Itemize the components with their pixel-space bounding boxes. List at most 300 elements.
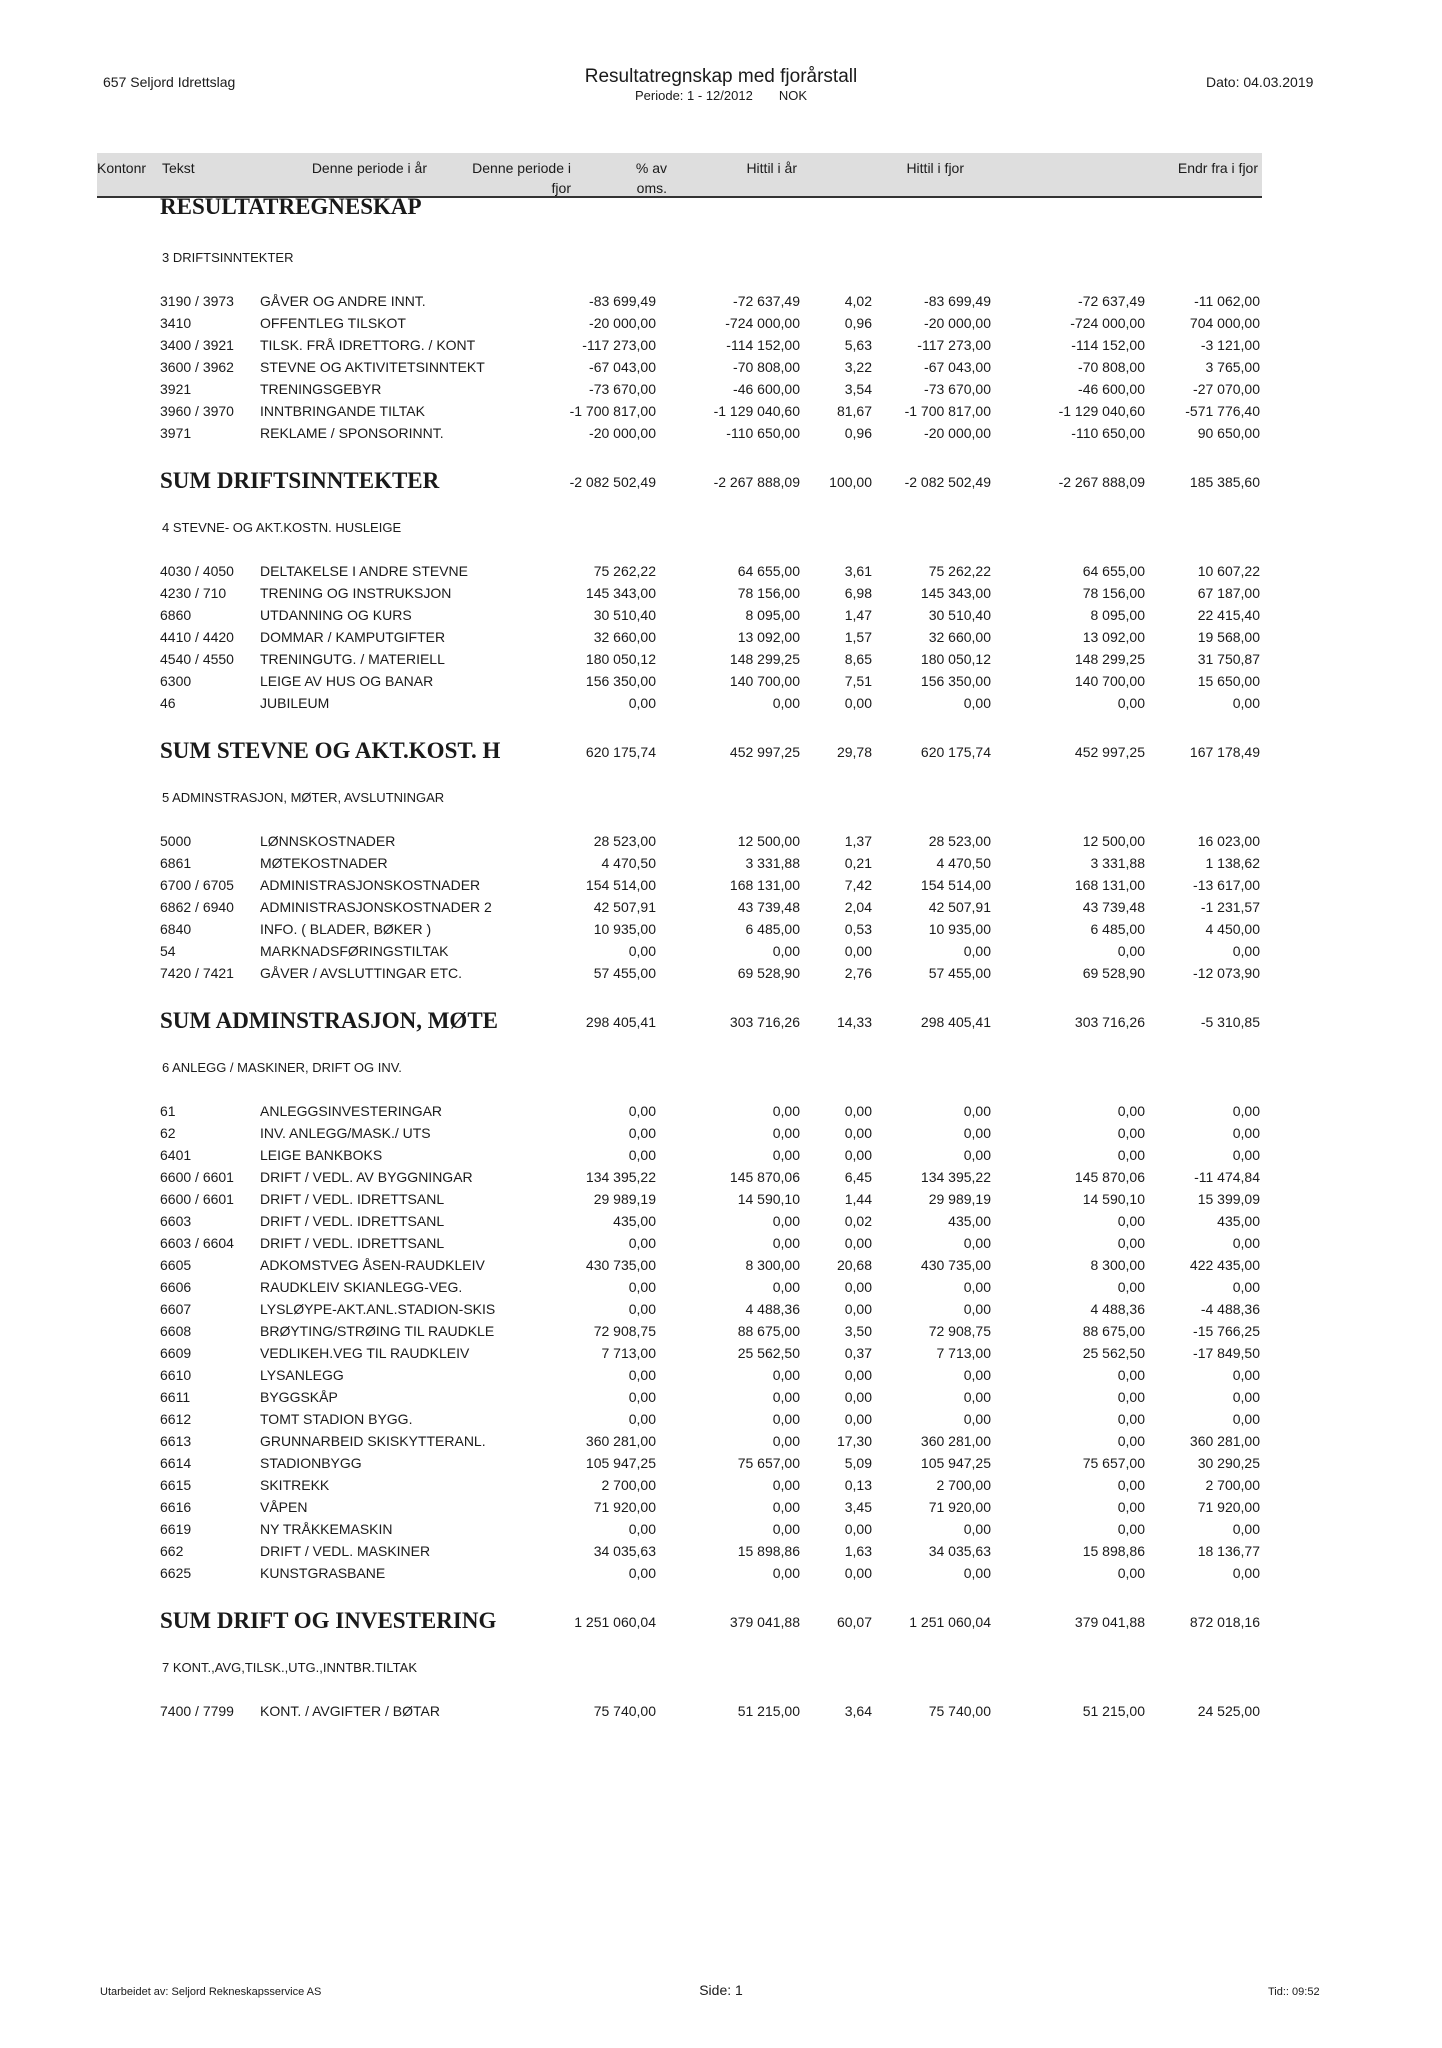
- value-hittil-i-ar: 0,00: [963, 1125, 991, 1141]
- value-endr-fra-fjor: -27 070,00: [1193, 381, 1260, 397]
- sum-value-pct-oms: 60,07: [836, 1614, 872, 1630]
- value-endr-fra-fjor: 0,00: [1232, 695, 1260, 711]
- sum-value-denne-periode: 1 251 060,04: [574, 1614, 656, 1630]
- value-hittil-i-fjor: 13 092,00: [1082, 629, 1145, 645]
- account-text: MØTEKOSTNADER: [260, 855, 388, 871]
- account-text: LØNNSKOSTNADER: [260, 833, 396, 849]
- table-row: [0, 334, 1442, 356]
- group-title: 3 DRIFTSINNTEKTER: [162, 250, 294, 265]
- table-row: [0, 1254, 1442, 1276]
- value-denne-periode-fjor: -724 000,00: [725, 315, 800, 331]
- account-text: STADIONBYGG: [260, 1455, 362, 1471]
- account-text: LEIGE BANKBOKS: [260, 1147, 383, 1163]
- table-row: [0, 1320, 1442, 1342]
- account-number: 4540 / 4550: [160, 651, 234, 667]
- value-hittil-i-ar: 42 507,91: [928, 899, 991, 915]
- value-endr-fra-fjor: 0,00: [1232, 1389, 1260, 1405]
- account-text: DRIFT / VEDL. MASKINER: [260, 1543, 431, 1559]
- account-number: 3410: [160, 315, 192, 331]
- table-row: [0, 1276, 1442, 1298]
- value-endr-fra-fjor: 4 450,00: [1205, 921, 1260, 937]
- sum-label: SUM STEVNE OG AKT.KOST. H: [160, 738, 501, 763]
- table-row: [0, 400, 1442, 422]
- value-hittil-i-fjor: 25 562,50: [1082, 1345, 1145, 1361]
- value-denne-periode-fjor: 140 700,00: [729, 673, 800, 689]
- sum-label: SUM ADMINSTRASJON, MØTE: [160, 1008, 499, 1033]
- value-hittil-i-fjor: 0,00: [1117, 1477, 1145, 1493]
- account-text: DRIFT / VEDL. AV BYGGNINGAR: [260, 1169, 473, 1185]
- value-pct-oms: 4,02: [844, 293, 872, 309]
- value-pct-oms: 17,30: [836, 1433, 872, 1449]
- account-text: MARKNADSFØRINGSTILTAK: [260, 943, 449, 959]
- account-number: 6619: [160, 1521, 192, 1537]
- value-denne-periode: 28 523,00: [593, 833, 656, 849]
- account-text: DOMMAR / KAMPUTGIFTER: [260, 629, 446, 645]
- account-number: 3960 / 3970: [160, 403, 234, 419]
- col-header-denne-periode: Denne periode i år: [311, 160, 427, 176]
- value-pct-oms: 0,00: [844, 1147, 872, 1163]
- value-hittil-i-ar: 0,00: [963, 695, 991, 711]
- value-pct-oms: 0,00: [844, 1103, 872, 1119]
- account-number: 6600 / 6601: [160, 1191, 234, 1207]
- sum-label: SUM DRIFTSINNTEKTER: [160, 468, 440, 493]
- value-pct-oms: 0,00: [844, 1411, 872, 1427]
- value-hittil-i-fjor: -114 152,00: [1071, 337, 1145, 353]
- value-denne-periode-fjor: -114 152,00: [726, 337, 800, 353]
- value-hittil-i-fjor: -1 129 040,60: [1058, 403, 1145, 419]
- value-pct-oms: 0,00: [844, 1235, 872, 1251]
- value-hittil-i-fjor: 0,00: [1117, 1389, 1145, 1405]
- value-endr-fra-fjor: 1 138,62: [1205, 855, 1260, 871]
- value-pct-oms: 0,00: [844, 1521, 872, 1537]
- value-denne-periode: 0,00: [628, 1125, 656, 1141]
- account-number: 3600 / 3962: [160, 359, 234, 375]
- table-row: [0, 1144, 1442, 1166]
- account-text: DRIFT / VEDL. IDRETTSANL: [260, 1235, 445, 1251]
- account-number: 6603: [160, 1213, 192, 1229]
- value-hittil-i-ar: 145 343,00: [920, 585, 991, 601]
- value-hittil-i-ar: -73 670,00: [924, 381, 991, 397]
- value-denne-periode-fjor: 0,00: [772, 943, 800, 959]
- sum-value-endr-fra-fjor: 167 178,49: [1189, 744, 1260, 760]
- value-hittil-i-ar: 28 523,00: [928, 833, 991, 849]
- value-denne-periode-fjor: -72 637,49: [733, 293, 800, 309]
- account-number: 6608: [160, 1323, 192, 1339]
- account-text: GÅVER OG ANDRE INNT.: [260, 293, 426, 309]
- value-hittil-i-fjor: 0,00: [1117, 1521, 1145, 1537]
- value-hittil-i-fjor: 140 700,00: [1074, 673, 1145, 689]
- value-endr-fra-fjor: 18 136,77: [1197, 1543, 1260, 1559]
- table-row: [0, 940, 1442, 962]
- value-hittil-i-ar: -83 699,49: [924, 293, 991, 309]
- account-number: 6860: [160, 607, 192, 623]
- sum-value-hittil-i-fjor: 379 041,88: [1074, 1614, 1145, 1630]
- sum-value-denne-periode: -2 082 502,49: [569, 474, 656, 490]
- account-number: 6700 / 6705: [160, 877, 234, 893]
- value-hittil-i-ar: 0,00: [963, 1147, 991, 1163]
- account-number: 6612: [160, 1411, 192, 1427]
- sum-row: [0, 466, 1442, 500]
- account-number: 5000: [160, 833, 192, 849]
- col-header-hittil-i-ar: Hittil i år: [746, 160, 797, 176]
- report-body: [0, 248, 1442, 1722]
- value-pct-oms: 0,02: [844, 1213, 872, 1229]
- account-text: INFO. ( BLADER, BØKER ): [260, 921, 432, 937]
- value-hittil-i-fjor: 0,00: [1117, 1103, 1145, 1119]
- value-denne-periode-fjor: 0,00: [772, 1389, 800, 1405]
- value-denne-periode-fjor: 145 870,06: [729, 1169, 800, 1185]
- value-pct-oms: 6,45: [844, 1169, 872, 1185]
- account-text: LYSLØYPE-AKT.ANL.STADION-SKIS: [260, 1301, 496, 1317]
- value-denne-periode-fjor: 43 739,48: [737, 899, 800, 915]
- value-endr-fra-fjor: -11 062,00: [1194, 293, 1260, 309]
- value-denne-periode: 29 989,19: [593, 1191, 656, 1207]
- value-hittil-i-ar: 180 050,12: [920, 651, 991, 667]
- value-hittil-i-ar: 0,00: [963, 1411, 991, 1427]
- table-row: [0, 1298, 1442, 1320]
- value-hittil-i-ar: -20 000,00: [924, 425, 991, 441]
- value-denne-periode-fjor: 0,00: [772, 1521, 800, 1537]
- sum-value-hittil-i-fjor: 303 716,26: [1074, 1014, 1145, 1030]
- account-number: 3190 / 3973: [160, 293, 234, 309]
- account-text: BRØYTING/STRØING TIL RAUDKLE: [260, 1323, 495, 1339]
- value-endr-fra-fjor: 10 607,22: [1197, 563, 1260, 579]
- value-hittil-i-ar: 0,00: [963, 1235, 991, 1251]
- account-number: 4230 / 710: [160, 585, 227, 601]
- value-hittil-i-ar: 30 510,40: [928, 607, 991, 623]
- account-number: 662: [160, 1543, 184, 1559]
- account-number: 62: [160, 1125, 176, 1141]
- sum-label: SUM DRIFT OG INVESTERING: [160, 1608, 497, 1633]
- sum-value-hittil-i-ar: 620 175,74: [920, 744, 991, 760]
- value-denne-periode-fjor: 4 488,36: [745, 1301, 800, 1317]
- account-number: 6613: [160, 1433, 192, 1449]
- account-text: VEDLIKEH.VEG TIL RAUDKLEIV: [260, 1345, 470, 1361]
- sum-value-endr-fra-fjor: 185 385,60: [1189, 474, 1260, 490]
- account-text: ADMINISTRASJONSKOSTNADER 2: [260, 899, 492, 915]
- value-pct-oms: 0,96: [844, 425, 872, 441]
- value-denne-periode: 0,00: [628, 943, 656, 959]
- value-hittil-i-ar: 0,00: [963, 1279, 991, 1295]
- value-pct-oms: 0,13: [844, 1477, 872, 1493]
- value-hittil-i-ar: 134 395,22: [920, 1169, 991, 1185]
- sum-value-hittil-i-ar: 1 251 060,04: [909, 1614, 991, 1630]
- value-denne-periode-fjor: 6 485,00: [745, 921, 800, 937]
- value-pct-oms: 0,00: [844, 1125, 872, 1141]
- value-pct-oms: 20,68: [836, 1257, 872, 1273]
- value-denne-periode: 134 395,22: [585, 1169, 656, 1185]
- sum-value-hittil-i-ar: -2 082 502,49: [904, 474, 991, 490]
- sum-value-pct-oms: 100,00: [829, 474, 872, 490]
- account-number: 54: [160, 943, 176, 959]
- value-hittil-i-ar: 0,00: [963, 1565, 991, 1581]
- table-row: [0, 1232, 1442, 1254]
- table-row: [0, 1210, 1442, 1232]
- table-row: [0, 1100, 1442, 1122]
- value-hittil-i-fjor: 0,00: [1117, 1125, 1145, 1141]
- value-denne-periode: 360 281,00: [585, 1433, 656, 1449]
- account-text: UTDANNING OG KURS: [260, 607, 412, 623]
- value-denne-periode-fjor: 0,00: [772, 1411, 800, 1427]
- account-number: 6610: [160, 1367, 192, 1383]
- account-text: TILSK. FRÅ IDRETTORG. / KONT: [260, 337, 476, 353]
- col-header-pct-oms: % av oms.: [635, 160, 667, 196]
- table-row: [0, 692, 1442, 714]
- group-title: 4 STEVNE- OG AKT.KOSTN. HUSLEIGE: [162, 520, 402, 535]
- value-pct-oms: 0,00: [844, 695, 872, 711]
- value-hittil-i-fjor: 145 870,06: [1074, 1169, 1145, 1185]
- value-denne-periode-fjor: 0,00: [772, 1565, 800, 1581]
- table-row: [0, 1518, 1442, 1540]
- value-denne-periode: 145 343,00: [585, 585, 656, 601]
- value-denne-periode-fjor: 78 156,00: [737, 585, 800, 601]
- value-hittil-i-ar: 0,00: [963, 1301, 991, 1317]
- sum-row: [0, 1006, 1442, 1040]
- account-text: ADMINISTRASJONSKOSTNADER: [260, 877, 481, 893]
- report-date: Dato: 04.03.2019: [1206, 74, 1314, 90]
- table-row: [0, 1342, 1442, 1364]
- account-text: BYGGSKÅP: [260, 1389, 338, 1405]
- value-endr-fra-fjor: -15 766,25: [1193, 1323, 1260, 1339]
- value-pct-oms: 0,00: [844, 1389, 872, 1405]
- value-denne-periode: 105 947,25: [585, 1455, 656, 1471]
- value-denne-periode: 71 920,00: [593, 1499, 656, 1515]
- value-pct-oms: 0,96: [844, 315, 872, 331]
- value-denne-periode: -20 000,00: [589, 425, 656, 441]
- value-denne-periode-fjor: 148 299,25: [729, 651, 800, 667]
- table-row: [0, 1496, 1442, 1518]
- value-denne-periode: 0,00: [628, 695, 656, 711]
- value-hittil-i-ar: 29 989,19: [928, 1191, 991, 1207]
- value-denne-periode-fjor: 75 657,00: [737, 1455, 800, 1471]
- value-denne-periode-fjor: 12 500,00: [737, 833, 800, 849]
- value-denne-periode-fjor: 0,00: [772, 1125, 800, 1141]
- sum-row: [0, 736, 1442, 770]
- table-row: [0, 896, 1442, 918]
- table-row: [0, 626, 1442, 648]
- account-number: 6600 / 6601: [160, 1169, 234, 1185]
- group-title: 7 KONT.,AVG,TILSK.,UTG.,INNTBR.TILTAK: [162, 1660, 417, 1675]
- account-text: NY TRÅKKEMASKIN: [260, 1521, 393, 1537]
- value-denne-periode: -73 670,00: [589, 381, 656, 397]
- value-hittil-i-fjor: 8 095,00: [1090, 607, 1145, 623]
- value-denne-periode-fjor: 0,00: [772, 1477, 800, 1493]
- value-hittil-i-fjor: 0,00: [1117, 1235, 1145, 1251]
- value-hittil-i-ar: 7 713,00: [936, 1345, 991, 1361]
- table-row: [0, 1452, 1442, 1474]
- value-endr-fra-fjor: 0,00: [1232, 1367, 1260, 1383]
- value-hittil-i-fjor: 12 500,00: [1082, 833, 1145, 849]
- value-endr-fra-fjor: 22 415,40: [1197, 607, 1260, 623]
- value-denne-periode: 34 035,63: [593, 1543, 656, 1559]
- value-endr-fra-fjor: 0,00: [1232, 1565, 1260, 1581]
- value-endr-fra-fjor: 0,00: [1232, 1103, 1260, 1119]
- value-endr-fra-fjor: -4 488,36: [1200, 1301, 1260, 1317]
- value-denne-periode: 0,00: [628, 1411, 656, 1427]
- value-hittil-i-ar: 105 947,25: [920, 1455, 991, 1471]
- value-endr-fra-fjor: -1 231,57: [1200, 899, 1260, 915]
- account-text: TRENINGSGEBYR: [260, 381, 382, 397]
- sum-value-denne-periode-fjor: 379 041,88: [729, 1614, 800, 1630]
- account-text: ADKOMSTVEG ÅSEN-RAUDKLEIV: [260, 1257, 485, 1273]
- col-header-endr-fra-fjor: Endr fra i fjor: [1177, 160, 1258, 176]
- value-denne-periode: 0,00: [628, 1235, 656, 1251]
- value-denne-periode: -83 699,49: [589, 293, 656, 309]
- value-hittil-i-fjor: 0,00: [1117, 1367, 1145, 1383]
- period-line: [0, 88, 1442, 103]
- account-text: TRENING OG INSTRUKSJON: [260, 585, 452, 601]
- value-hittil-i-ar: 154 514,00: [920, 877, 991, 893]
- table-row: [0, 1408, 1442, 1430]
- value-denne-periode: 0,00: [628, 1521, 656, 1537]
- value-pct-oms: 3,61: [844, 563, 872, 579]
- account-number: 3971: [160, 425, 192, 441]
- account-text: VÅPEN: [260, 1499, 308, 1515]
- value-pct-oms: 2,76: [844, 965, 872, 981]
- account-text: KUNSTGRASBANE: [260, 1565, 386, 1581]
- value-endr-fra-fjor: 0,00: [1232, 1147, 1260, 1163]
- account-number: 6611: [160, 1389, 191, 1405]
- value-hittil-i-ar: 2 700,00: [936, 1477, 991, 1493]
- value-endr-fra-fjor: 24 525,00: [1197, 1703, 1260, 1719]
- table-row: [0, 1364, 1442, 1386]
- table-row: [0, 356, 1442, 378]
- value-endr-fra-fjor: 360 281,00: [1189, 1433, 1260, 1449]
- value-denne-periode: 430 735,00: [585, 1257, 656, 1273]
- report-title: Resultatregnskap med fjorårstall: [584, 66, 858, 87]
- sum-value-pct-oms: 14,33: [836, 1014, 872, 1030]
- value-denne-periode-fjor: 88 675,00: [737, 1323, 800, 1339]
- value-pct-oms: 7,42: [844, 877, 872, 893]
- value-hittil-i-ar: 0,00: [963, 1389, 991, 1405]
- table-row: [0, 604, 1442, 626]
- value-hittil-i-ar: 0,00: [963, 943, 991, 959]
- table-row: [0, 1430, 1442, 1452]
- value-denne-periode: 4 470,50: [601, 855, 656, 871]
- value-pct-oms: 1,57: [844, 629, 872, 645]
- table-row: [0, 1700, 1442, 1722]
- account-text: ANLEGGSINVESTERINGAR: [260, 1103, 443, 1119]
- account-text: INNTBRINGANDE TILTAK: [260, 403, 425, 419]
- account-text: STEVNE OG AKTIVITETSINNTEKT: [260, 359, 485, 375]
- value-denne-periode: 0,00: [628, 1367, 656, 1383]
- value-denne-periode: -67 043,00: [589, 359, 656, 375]
- value-endr-fra-fjor: 0,00: [1232, 1235, 1260, 1251]
- account-text: LEIGE AV HUS OG BANAR: [260, 673, 434, 689]
- sum-row: [0, 1606, 1442, 1640]
- value-hittil-i-ar: 435,00: [948, 1213, 991, 1229]
- value-endr-fra-fjor: 15 650,00: [1197, 673, 1260, 689]
- value-hittil-i-fjor: 15 898,86: [1082, 1543, 1145, 1559]
- sum-value-hittil-i-fjor: -2 267 888,09: [1058, 474, 1145, 490]
- value-hittil-i-fjor: 0,00: [1117, 1411, 1145, 1427]
- value-denne-periode-fjor: -70 808,00: [733, 359, 800, 375]
- account-number: 6605: [160, 1257, 192, 1273]
- value-hittil-i-ar: -67 043,00: [924, 359, 991, 375]
- value-endr-fra-fjor: 0,00: [1232, 1521, 1260, 1537]
- value-endr-fra-fjor: 31 750,87: [1197, 651, 1260, 667]
- value-denne-periode-fjor: 8 300,00: [745, 1257, 800, 1273]
- column-header-bar: [97, 153, 1262, 198]
- account-number: 4030 / 4050: [160, 563, 234, 579]
- account-text: DRIFT / VEDL. IDRETTSANL: [260, 1213, 445, 1229]
- account-number: 6625: [160, 1565, 192, 1581]
- account-number: 3400 / 3921: [160, 337, 234, 353]
- account-number: 61: [160, 1103, 176, 1119]
- value-hittil-i-fjor: 168 131,00: [1074, 877, 1145, 893]
- value-denne-periode: 0,00: [628, 1389, 656, 1405]
- sum-value-denne-periode-fjor: 303 716,26: [729, 1014, 800, 1030]
- account-number: 6606: [160, 1279, 192, 1295]
- sum-value-pct-oms: 29,78: [836, 744, 872, 760]
- group-title: 6 ANLEGG / MASKINER, DRIFT OG INV.: [162, 1060, 402, 1075]
- table-row: [0, 1562, 1442, 1584]
- value-pct-oms: 3,22: [844, 359, 872, 375]
- value-endr-fra-fjor: 90 650,00: [1197, 425, 1260, 441]
- value-endr-fra-fjor: -12 073,90: [1193, 965, 1260, 981]
- value-hittil-i-ar: 156 350,00: [920, 673, 991, 689]
- value-hittil-i-fjor: 43 739,48: [1082, 899, 1145, 915]
- value-hittil-i-ar: 360 281,00: [920, 1433, 991, 1449]
- value-hittil-i-fjor: 3 331,88: [1090, 855, 1145, 871]
- value-pct-oms: 1,47: [844, 607, 872, 623]
- value-denne-periode-fjor: 13 092,00: [737, 629, 800, 645]
- value-pct-oms: 2,04: [844, 899, 872, 915]
- value-pct-oms: 1,63: [844, 1543, 872, 1559]
- value-hittil-i-ar: 57 455,00: [928, 965, 991, 981]
- value-denne-periode: 32 660,00: [593, 629, 656, 645]
- table-row: [0, 918, 1442, 940]
- sum-value-denne-periode-fjor: -2 267 888,09: [713, 474, 800, 490]
- value-hittil-i-fjor: 0,00: [1117, 1565, 1145, 1581]
- table-row: [0, 670, 1442, 692]
- value-endr-fra-fjor: 71 920,00: [1197, 1499, 1260, 1515]
- value-denne-periode: 2 700,00: [601, 1477, 656, 1493]
- account-number: 6609: [160, 1345, 192, 1361]
- value-hittil-i-fjor: 51 215,00: [1082, 1703, 1145, 1719]
- value-hittil-i-fjor: 8 300,00: [1090, 1257, 1145, 1273]
- value-denne-periode: 156 350,00: [585, 673, 656, 689]
- account-text: DRIFT / VEDL. IDRETTSANL: [260, 1191, 445, 1207]
- value-hittil-i-fjor: 75 657,00: [1082, 1455, 1145, 1471]
- value-denne-periode-fjor: 0,00: [772, 1367, 800, 1383]
- table-row: [0, 962, 1442, 984]
- group-title: 5 ADMINSTRASJON, MØTER, AVSLUTNINGAR: [162, 790, 445, 805]
- account-number: 7420 / 7421: [160, 965, 234, 981]
- sum-value-denne-periode: 620 175,74: [585, 744, 656, 760]
- value-pct-oms: 1,37: [844, 833, 872, 849]
- account-text: RAUDKLEIV SKIANLEGG-VEG.: [260, 1279, 463, 1295]
- sum-value-endr-fra-fjor: -5 310,85: [1200, 1014, 1260, 1030]
- account-number: 6861: [160, 855, 192, 871]
- table-row: [0, 830, 1442, 852]
- value-endr-fra-fjor: 16 023,00: [1197, 833, 1260, 849]
- value-denne-periode: -20 000,00: [589, 315, 656, 331]
- account-text: GÅVER / AVSLUTTINGAR ETC.: [260, 965, 463, 981]
- table-row: [0, 1540, 1442, 1562]
- value-hittil-i-fjor: 14 590,10: [1082, 1191, 1145, 1207]
- account-number: 6840: [160, 921, 192, 937]
- account-text: TRENINGUTG. / MATERIELL: [260, 651, 445, 667]
- value-endr-fra-fjor: 19 568,00: [1197, 629, 1260, 645]
- value-hittil-i-fjor: 4 488,36: [1090, 1301, 1145, 1317]
- value-denne-periode: 180 050,12: [585, 651, 656, 667]
- value-endr-fra-fjor: 422 435,00: [1189, 1257, 1260, 1273]
- value-hittil-i-fjor: 148 299,25: [1074, 651, 1145, 667]
- table-row: [0, 290, 1442, 312]
- value-hittil-i-fjor: -46 600,00: [1078, 381, 1145, 397]
- page-number: Side: 1: [699, 1982, 743, 1998]
